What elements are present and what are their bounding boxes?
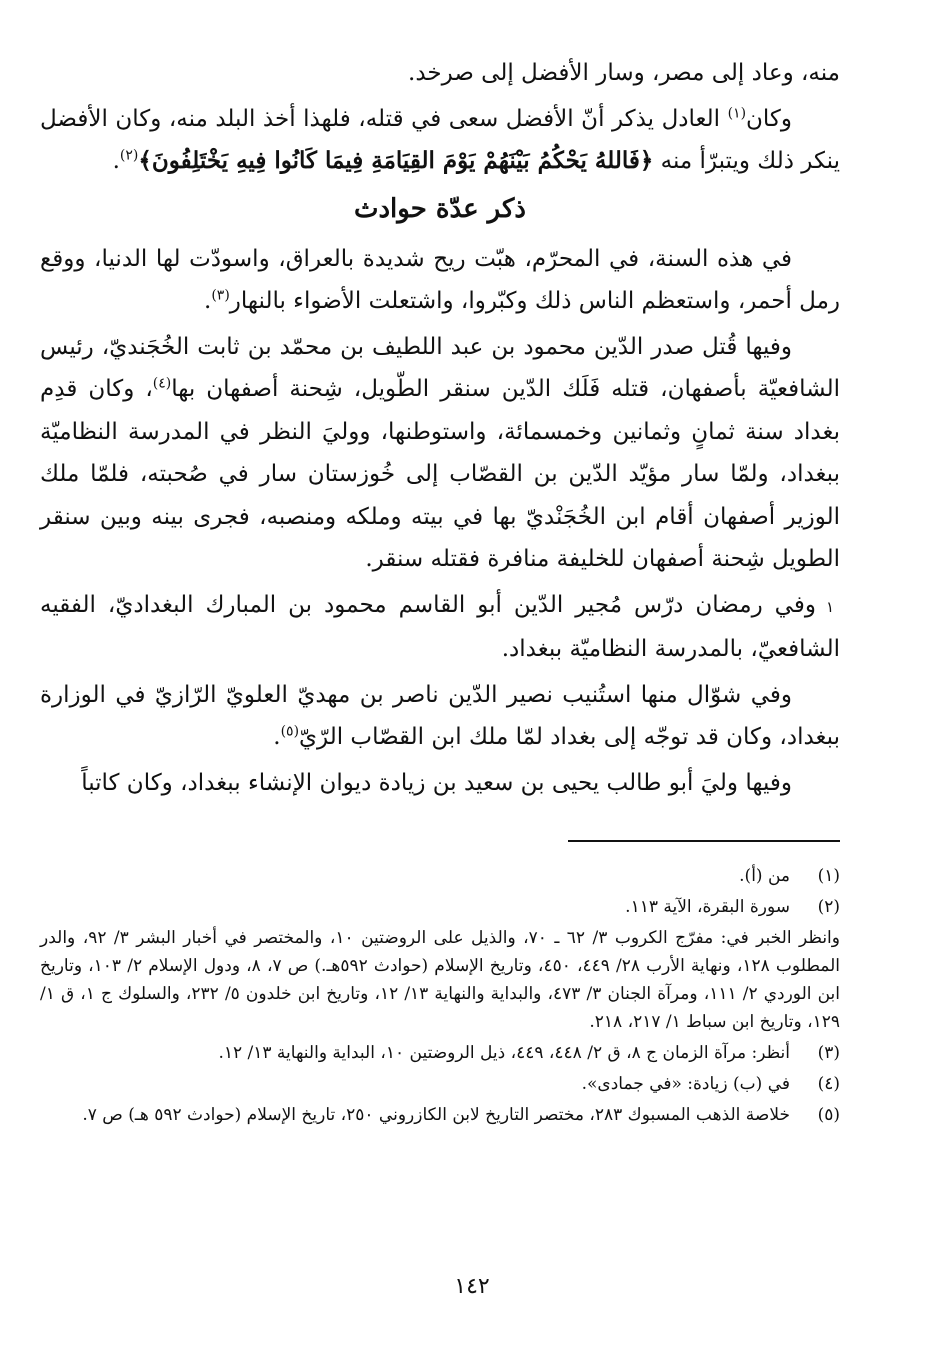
paragraph-5 [40,584,840,671]
footnote-divider [568,840,840,842]
footnote-ref-2: (٢) [119,147,139,164]
footnote-ref-1: (١) [727,104,747,121]
footnote-3-text: أنظر: مرآة الزمان ج ٨، ق ٢/ ٤٤٨، ٤٤٩، ذيل الروضتين ١٠، البداية والنهاية ١٣/ ١٢. [218,1043,790,1063]
paragraph-3-end: . [204,288,212,314]
footnote-4-number: (٤) [817,1074,840,1094]
footnotes [40,862,840,1132]
paragraph-3 [40,238,840,323]
paragraph-1: منه، وعاد إلى مصر، وسار الأفضل إلى صرخد. [408,60,840,86]
paragraph-4 [40,326,840,581]
footnote-1-text: من (أ). [739,866,790,886]
footnote-3 [40,1039,840,1067]
footnote-4-text: في (ب) زيادة: «في جمادى». [581,1074,790,1094]
footnote-ref-4: (٤) [152,375,172,392]
footnote-2 [40,893,840,921]
footnote-2-number: (٢) [817,897,840,917]
paragraph-4-start: وفيها قُتل صدر الدّين محمود بن عبد اللطيف بن محمّد بن ثابت الخُجَنديّ، رئيس الشافعيّة بأصفهان، قتله فَلَك الدّين سنقر الطّويل، شِحنة أصفهان بها [40,333,840,402]
paragraph-2 [40,98,840,183]
footnote-2-continuation: وانظر الخبر في: مفرّج الكروب ٣/ ٦٢ ـ ٧٠، والذيل على الروضتين ١٠، والمختصر في أخبار البشر ٣/ ٩٢، والدر المطلوب ١٢٨، ونهاية الأرب ٢٨/ ٤٤٩، ٤٥٠، وتاريخ الإسلام (حوادث ٥٩٢هـ.) ص ٧، ٨، ودول الإسلام ٢/ ١٠٣، وتاريخ ابن الوردي ٢/ ١١١، ومرآة الجنان ٣/ ٤٧٣، والبداية والنهاية ١٣/ ١٢، وتاريخ ابن خلدون ٥/ ٢٣٢، والسلوك ج ١، ق ١/ ١٢٩، وتاريخ ابن سباط ١/ ٢١٧، ٢١٨. [40,928,840,1032]
footnote-ref-5: (٥) [280,723,300,740]
paragraph-6 [40,674,840,759]
footnote-1-number: (١) [817,866,840,886]
footnote-5-number: (٥) [817,1105,840,1125]
paragraph-2-start: وكان [746,105,792,132]
paragraph-2-body: العادل يذكر أنّ الأفضل سعى في قتله، فلهذا أخذ البلد منه، وكان الأفضل ينكر ذلك ويتبرّأ منه [40,105,840,174]
paragraph-3-body: في هذه السنة، في المحرّم، هبّت ريح شديدة بالعراق، واسودّت لها الدنيا، ووقع رمل أحمر، واستعظم الناس ذلك وكبّروا، واشتعلت الأضواء بالنهار [40,245,840,314]
main-text [40,52,840,807]
footnote-5 [40,1101,840,1129]
footnote-3-number: (٣) [817,1043,840,1063]
paragraph-5-body: وفي رمضان درّس مُجير الدّين أبو القاسم محمود بن المبارك البغداديّ، الفقيه الشافعيّ، بالمدرسة النظاميّة ببغداد. [40,591,840,662]
line-number: ١ [825,597,834,616]
paragraph-6-body: وفي شوّال منها استُنيب نصير الدّين ناصر بن مهديّ العلويّ الرّازيّ في الوزارة ببغداد، وكان قد توجّه إلى بغداد لمّا ملك ابن القصّاب الرّيّ [40,681,840,750]
section-heading: ذكر عدّة حوادث [354,193,526,224]
page-number: ١٤٢ [454,1274,490,1299]
footnote-2-text: سورة البقرة، الآية ١١٣. [625,897,790,917]
quran-verse: ﴿فَاللهُ يَحْكُمُ بَيْنَهُمْ يَوْمَ القِيَامَةِ فِيمَا كَانُوا فِيهِ يَخْتَلِفُونَ﴾ [138,147,654,174]
footnote-5-text: خلاصة الذهب المسبوك ٢٨٣، مختصر التاريخ لابن الكازروني ٢٥٠، تاريخ الإسلام (حوادث ٥٩٢ هـ) ص ٧. [82,1105,790,1125]
footnote-1 [40,862,840,890]
paragraph-2-end: . [112,148,120,174]
paragraph-7: وفيها وليَ أبو طالب يحيى بن سعيد بن زيادة ديوان الإنشاء ببغداد، وكان كاتباً [81,769,792,796]
paragraph-4-body: ، وكان قدِم بغداد سنة ثمانٍ وثمانين وخمسمائة، واستوطنها، ووليَ النظر في المدرسة النظاميّة ببغداد، ولمّا سار مؤيّد الدّين بن القصّاب إلى خُوزستان سار في صُحبته، فلمّا ملك الوزير أصفهان أقام ابن الخُجَنْديّ بها في بيته وملكه ومنصبه، فجرى بينه وبين سنقر الطويل شِحنة أصفهان للخليفة منافرة فقتله سنقر. [40,376,840,572]
footnote-ref-3: (٣) [211,287,230,304]
paragraph-6-end: . [273,724,281,750]
footnote-4 [40,1070,840,1098]
